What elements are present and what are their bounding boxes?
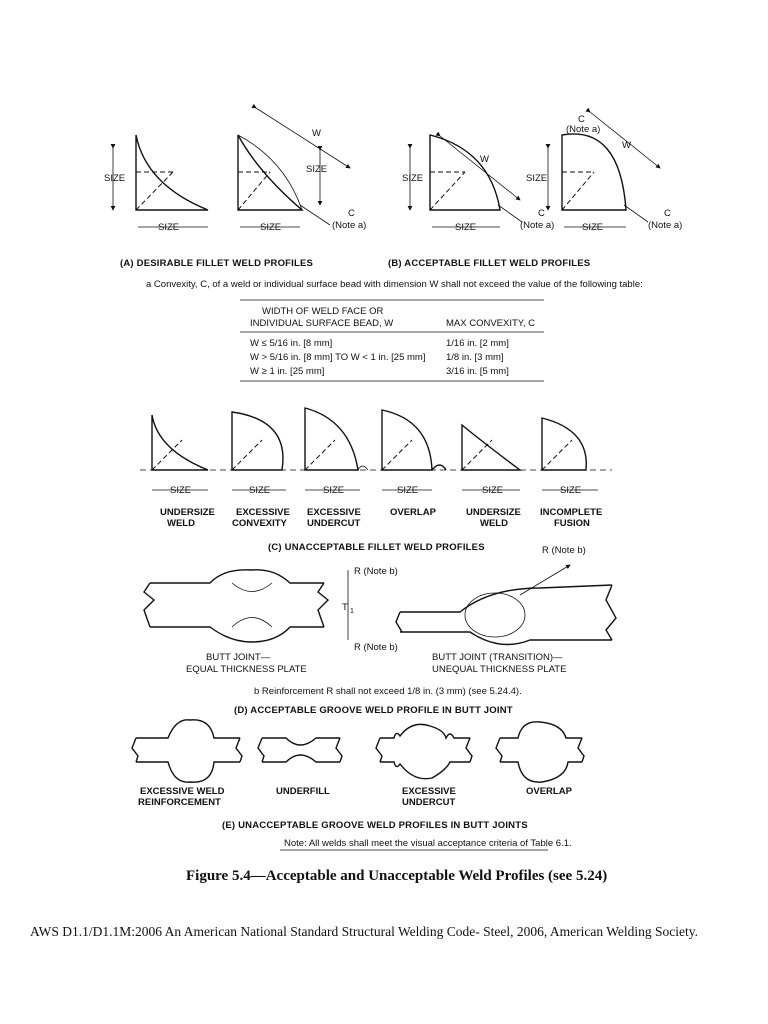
note-a-label: (Note a) <box>566 124 601 135</box>
footnote-b: b Reinforcement R shall not exceed 1/8 in. (3 mm) (see 5.24.4). <box>254 686 522 697</box>
w-label: W <box>312 128 321 139</box>
size-label: SIZE <box>323 485 345 496</box>
size-label: SIZE <box>170 485 192 496</box>
r-note-b-label: R (Note b) <box>354 566 398 577</box>
profile-label: UNDERCUT <box>402 797 456 808</box>
c-label: C <box>538 208 545 219</box>
table-header-col2: MAX CONVEXITY, C <box>446 318 536 329</box>
butt-joint-transition-label: UNEQUAL THICKNESS PLATE <box>432 664 567 675</box>
profile-label: UNDERSIZE <box>160 507 215 518</box>
profile-label: EXCESSIVE <box>402 786 456 797</box>
figure-title: Figure 5.4—Acceptable and Unacceptable Weld Profiles (see 5.24) <box>186 868 608 884</box>
table-row: 3/16 in. [5 mm] <box>446 366 509 377</box>
acceptable-profile-1 <box>402 135 554 233</box>
size-label: SIZE <box>260 222 282 233</box>
profile-label: UNDERCUT <box>307 518 361 529</box>
profile-label: UNDERSIZE <box>466 507 521 518</box>
section-d-caption: (D) ACCEPTABLE GROOVE WELD PROFILE IN BUTT JOINT <box>234 705 513 716</box>
acceptable-profile-2 <box>526 112 682 233</box>
profile-label: OVERLAP <box>390 507 436 518</box>
butt-joint-equal <box>144 566 398 675</box>
note-a-label: (Note a) <box>520 220 555 231</box>
table-row: W ≤ 5/16 in. [8 mm] <box>250 338 333 349</box>
note-a-label: (Note a) <box>332 220 367 231</box>
profile-label: FUSION <box>554 518 590 529</box>
size-label: SIZE <box>582 222 604 233</box>
desirable-profile-2 <box>238 108 366 233</box>
convexity-table <box>240 300 544 381</box>
source-citation: AWS D1.1/D1.1M:2006 An American National Standard Structural Welding Code- Steel, 2006, American Welding Society. <box>30 924 699 939</box>
profile-label: WELD <box>480 518 508 529</box>
profile-label: EXCESSIVE <box>236 507 290 518</box>
size-label: SIZE <box>402 173 424 184</box>
table-row: 1/16 in. [2 mm] <box>446 338 509 349</box>
size-label: SIZE <box>455 222 477 233</box>
desirable-profile-1 <box>104 135 208 233</box>
size-label: SIZE <box>397 485 419 496</box>
butt-joint-transition-label: BUTT JOINT (TRANSITION)— <box>432 652 563 663</box>
table-header-col1: INDIVIDUAL SURFACE BEAD, W <box>250 318 394 329</box>
profile-label: EXCESSIVE WELD <box>140 786 225 797</box>
w-label: W <box>622 140 631 151</box>
profile-label: UNDERFILL <box>276 786 330 797</box>
butt-joint-equal-label: BUTT JOINT— <box>206 652 271 663</box>
size-label: SIZE <box>526 173 548 184</box>
w-label: W <box>480 154 489 165</box>
table-row: 1/8 in. [3 mm] <box>446 352 504 363</box>
profile-label: INCOMPLETE <box>540 507 603 518</box>
c-label: C <box>664 208 671 219</box>
size-label: SIZE <box>104 173 126 184</box>
r-note-b-label: R (Note b) <box>542 545 586 556</box>
size-label: SIZE <box>306 164 328 175</box>
profile-label: OVERLAP <box>526 786 572 797</box>
r-note-b-label: R (Note b) <box>354 642 398 653</box>
table-row: W ≥ 1 in. [25 mm] <box>250 366 325 377</box>
size-label: SIZE <box>560 485 582 496</box>
unacceptable-groove-profiles <box>132 720 584 808</box>
c-label: C <box>348 208 355 219</box>
size-label: SIZE <box>158 222 180 233</box>
unacceptable-fillet-profiles <box>140 408 612 529</box>
note-text: Note: All welds shall meet the visual acceptance criteria of Table 6.1. <box>284 838 572 849</box>
section-c-caption: (C) UNACCEPTABLE FILLET WELD PROFILES <box>268 542 485 553</box>
profile-label: CONVEXITY <box>232 518 287 529</box>
butt-joint-transition <box>396 545 616 675</box>
butt-joint-equal-label: EQUAL THICKNESS PLATE <box>186 664 307 675</box>
table-header-col1: WIDTH OF WELD FACE OR <box>262 306 384 317</box>
size-label: SIZE <box>249 485 271 496</box>
section-b-caption: (B) ACCEPTABLE FILLET WELD PROFILES <box>388 258 591 269</box>
size-label: SIZE <box>482 485 504 496</box>
profile-label: REINFORCEMENT <box>138 797 221 808</box>
footnote-a: a Convexity, C, of a weld or individual surface bead with dimension W shall not exceed the value of the following table: <box>146 279 643 290</box>
t1-label: T <box>342 602 348 613</box>
section-e-caption: (E) UNACCEPTABLE GROOVE WELD PROFILES IN BUTT JOINTS <box>222 820 528 831</box>
table-row: W > 5/16 in. [8 mm] TO W < 1 in. [25 mm] <box>250 352 426 363</box>
section-a-caption: (A) DESIRABLE FILLET WELD PROFILES <box>120 258 314 269</box>
profile-label: WELD <box>167 518 195 529</box>
t1-subscript: 1 <box>350 608 354 615</box>
c-label: C <box>578 114 585 125</box>
profile-label: EXCESSIVE <box>307 507 361 518</box>
note-a-label: (Note a) <box>648 220 683 231</box>
